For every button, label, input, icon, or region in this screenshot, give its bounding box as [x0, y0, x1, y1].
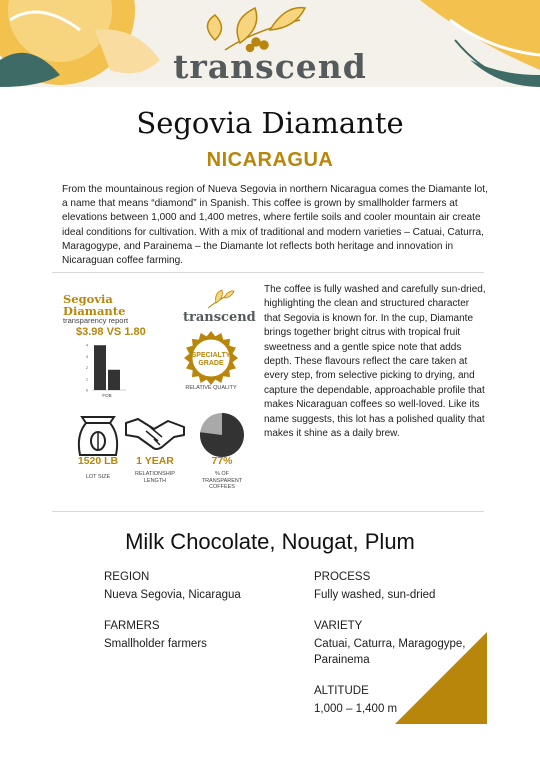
transparent-pct-label: [187, 471, 257, 491]
variety-value: [314, 636, 466, 668]
report-title: [63, 293, 125, 317]
region-value: Nueva Segovia, Nicaragua: [104, 589, 241, 601]
relationship-label: [120, 471, 190, 484]
badge-line2: GRADE: [198, 360, 224, 367]
transparent-label-line1: % OF: [214, 471, 230, 477]
y-tick-label: 2: [86, 366, 88, 370]
divider-top: [52, 272, 484, 273]
badge-caption: RELATIVE QUALITY: [185, 385, 237, 391]
relationship-label-line2: LENGTH: [143, 477, 167, 484]
relationship-value: 1 YEAR: [136, 455, 174, 467]
variety-value-line1: Catuai, Caturra, Maragogype,: [314, 638, 466, 650]
altitude-label: ALTITUDE: [314, 685, 369, 697]
coffee-sack-icon: [72, 411, 124, 459]
brand-logo-text: transcend: [173, 47, 367, 86]
farmers-value: Smallholder farmers: [104, 638, 207, 650]
handshake-icon: [124, 413, 186, 453]
region-label: REGION: [104, 571, 150, 583]
variety-label: VARIETY: [314, 620, 363, 632]
lot-size-label: LOT SIZE: [85, 474, 111, 480]
tasting-notes: Milk Chocolate, Nougat, Plum: [125, 529, 415, 554]
y-tick-label: 0: [86, 388, 88, 393]
report-title-line2: Diamante: [63, 304, 126, 318]
mini-brand-logo: transcend: [183, 310, 256, 325]
transparent-label-line2: TRANSPARENT: [201, 477, 243, 484]
process-value: Fully washed, sun-dried: [314, 589, 436, 601]
y-tick-label: 4: [86, 343, 88, 348]
price-comparison: $3.98 VS 1.80: [76, 326, 146, 338]
transparent-pct-value: 77%: [211, 455, 233, 467]
transparency-report: [58, 285, 258, 495]
intro-paragraph: From the mountainous region of Nueva Segovia in northern Nicaragua comes the Diamante lot, a name that means “diamond” in Spanish. This coffee is grown by smallholder farmers at elevations between 1,000 and 1,400 metres, where fertile soils and cooler mountain air create ideal conditions for cultivation. With a mix of traditional and modern varieties – Catuai, Caturra, Maragogype, and Parainema – the Diamante lot reflects both heritage and innovation in Nicaraguan coffee farming.: [62, 184, 488, 267]
badge-line1: SPECIALTY: [191, 352, 231, 359]
description-paragraph: The coffee is fully washed and carefully sun-dried, highlighting the clean and structured character that Segovia is known for. In the cup, Diamante brings together bright citrus with tropical fruit sweetness and a gentle spice note that adds depth. These flavours reflect the care taken at every step, from selective picking to drying, and capture the dependable, approachable profile that makes Nicaraguan coffees so well-loved. Like its name suggests, this lot has a polished quality that makes it shine as a daily brew.: [264, 284, 486, 440]
report-subtitle: transparency report: [63, 316, 129, 325]
fob-bar-chart: [80, 340, 140, 402]
y-tick-label: 1: [86, 377, 88, 382]
variety-value-line2: Parainema: [314, 654, 370, 666]
transparency-pie-chart: [198, 411, 246, 459]
fob-bar: [94, 345, 106, 390]
process-label: PROCESS: [314, 571, 371, 583]
altitude-value: 1,000 – 1,400 m: [314, 703, 398, 715]
lot-size-value: 1520 LB: [77, 455, 119, 467]
specialty-grade-badge-icon: [183, 330, 239, 386]
transparent-label-line3: COFFEES: [209, 484, 235, 490]
farmers-label: FARMERS: [104, 620, 160, 632]
mini-leaf-icon: [206, 288, 236, 310]
y-tick-label: 3: [86, 354, 88, 359]
origin-country: NICARAGUA: [206, 149, 334, 171]
relationship-label-line1: RELATIONSHIP: [135, 471, 175, 477]
divider-bottom: [52, 511, 484, 512]
header-banner: [0, 0, 540, 87]
coffee-name-title: Segovia Diamante: [136, 106, 404, 140]
report-title-line1: Segovia: [63, 292, 113, 306]
x-axis-label: FOB: [102, 393, 112, 398]
fob-bar: [108, 370, 120, 390]
